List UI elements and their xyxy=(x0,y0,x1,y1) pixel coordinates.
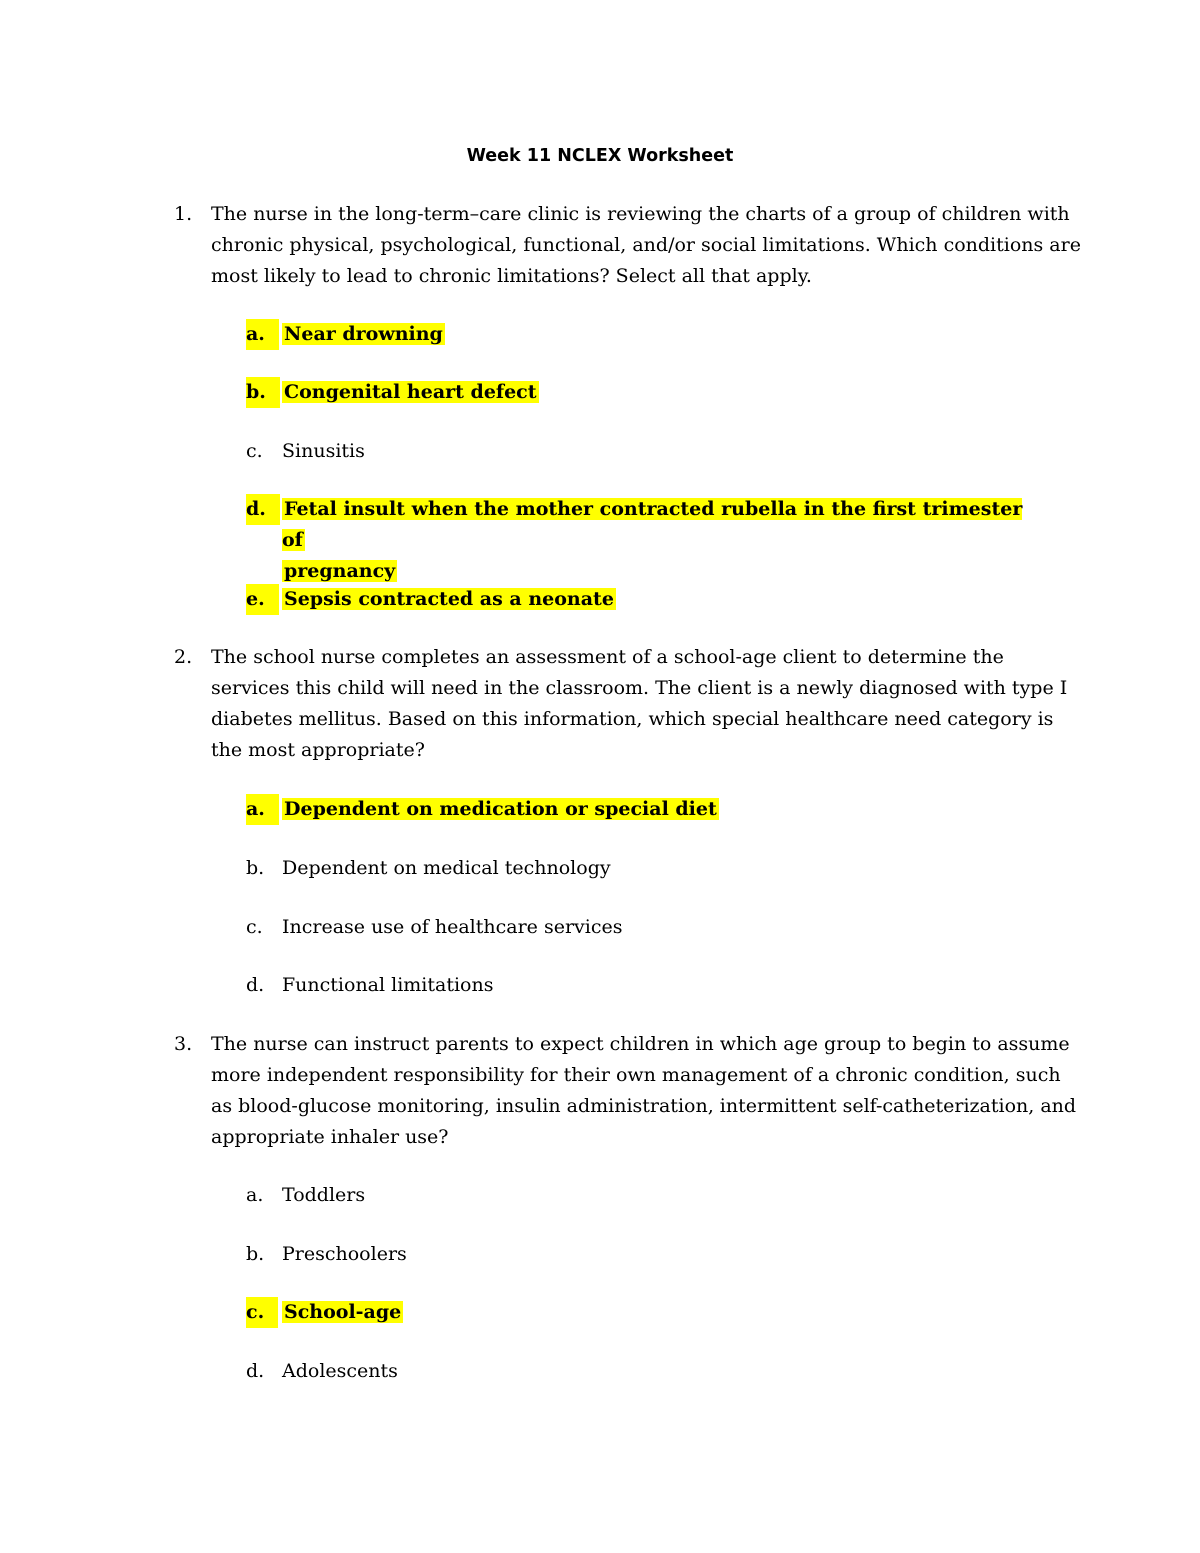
option-text: Increase use of healthcare services xyxy=(282,916,623,938)
option-text: Toddlers xyxy=(282,1184,366,1206)
option-text: Adolescents xyxy=(282,1360,398,1382)
page-title: Week 11 NCLEX Worksheet xyxy=(466,146,734,166)
option-text: Dependent on medication or special diet xyxy=(284,798,717,820)
option-letter: b. xyxy=(246,857,265,879)
option-letter: a. xyxy=(246,1184,264,1206)
question-2-text: The school nurse completes an assessment of a school-age client to determine the services this child will need in the classroom. The client is a newly diagnosed with type I diabetes mellitus. Based on this information, which special healthcare need category is the most appropriate? xyxy=(211,646,1068,761)
option-text: Near drowning xyxy=(284,323,443,345)
option-letter: d. xyxy=(246,974,265,996)
question-1-text: The nurse in the long-term–care clinic is reviewing the charts of a group of children with chronic physical, psychological, functional, and/or social limitations. Which conditions are most likely to lead to chronic limitations? Select all that apply. xyxy=(211,203,1081,287)
option-text: School-age xyxy=(284,1301,402,1323)
question-1-number: 1. xyxy=(174,203,193,225)
option-letter: c. xyxy=(246,440,263,462)
option-letter: a. xyxy=(246,319,279,350)
option-letter: d. xyxy=(246,494,280,525)
option-text: Sepsis contracted as a neonate xyxy=(284,588,614,610)
option-text: Dependent on medical technology xyxy=(282,857,611,879)
question-2-number: 2. xyxy=(174,646,193,668)
option-letter: b. xyxy=(246,377,280,408)
option-letter: c. xyxy=(246,916,263,938)
option-text: Preschoolers xyxy=(282,1243,407,1265)
option-letter: c. xyxy=(246,1297,278,1328)
option-text: Congenital heart defect xyxy=(284,381,537,403)
option-letter: b. xyxy=(246,1243,265,1265)
question-3-number: 3. xyxy=(174,1033,193,1055)
question-3-text: The nurse can instruct parents to expect children in which age group to begin to assume more independent responsibility for their own management of a chronic condition, such as blood-glucose monitoring, insulin administration, intermittent self-catheterization, and appropriate inhaler use? xyxy=(211,1033,1077,1148)
option-text: Functional limitations xyxy=(282,974,494,996)
option-text: Sinusitis xyxy=(282,440,365,462)
option-letter: a. xyxy=(246,794,279,825)
option-letter: d. xyxy=(246,1360,265,1382)
option-text-line-2: pregnancy xyxy=(284,560,396,582)
option-letter: e. xyxy=(246,584,279,615)
option-text-line-1: Fetal insult when the mother contracted rubella in the first trimester of xyxy=(282,498,1023,551)
